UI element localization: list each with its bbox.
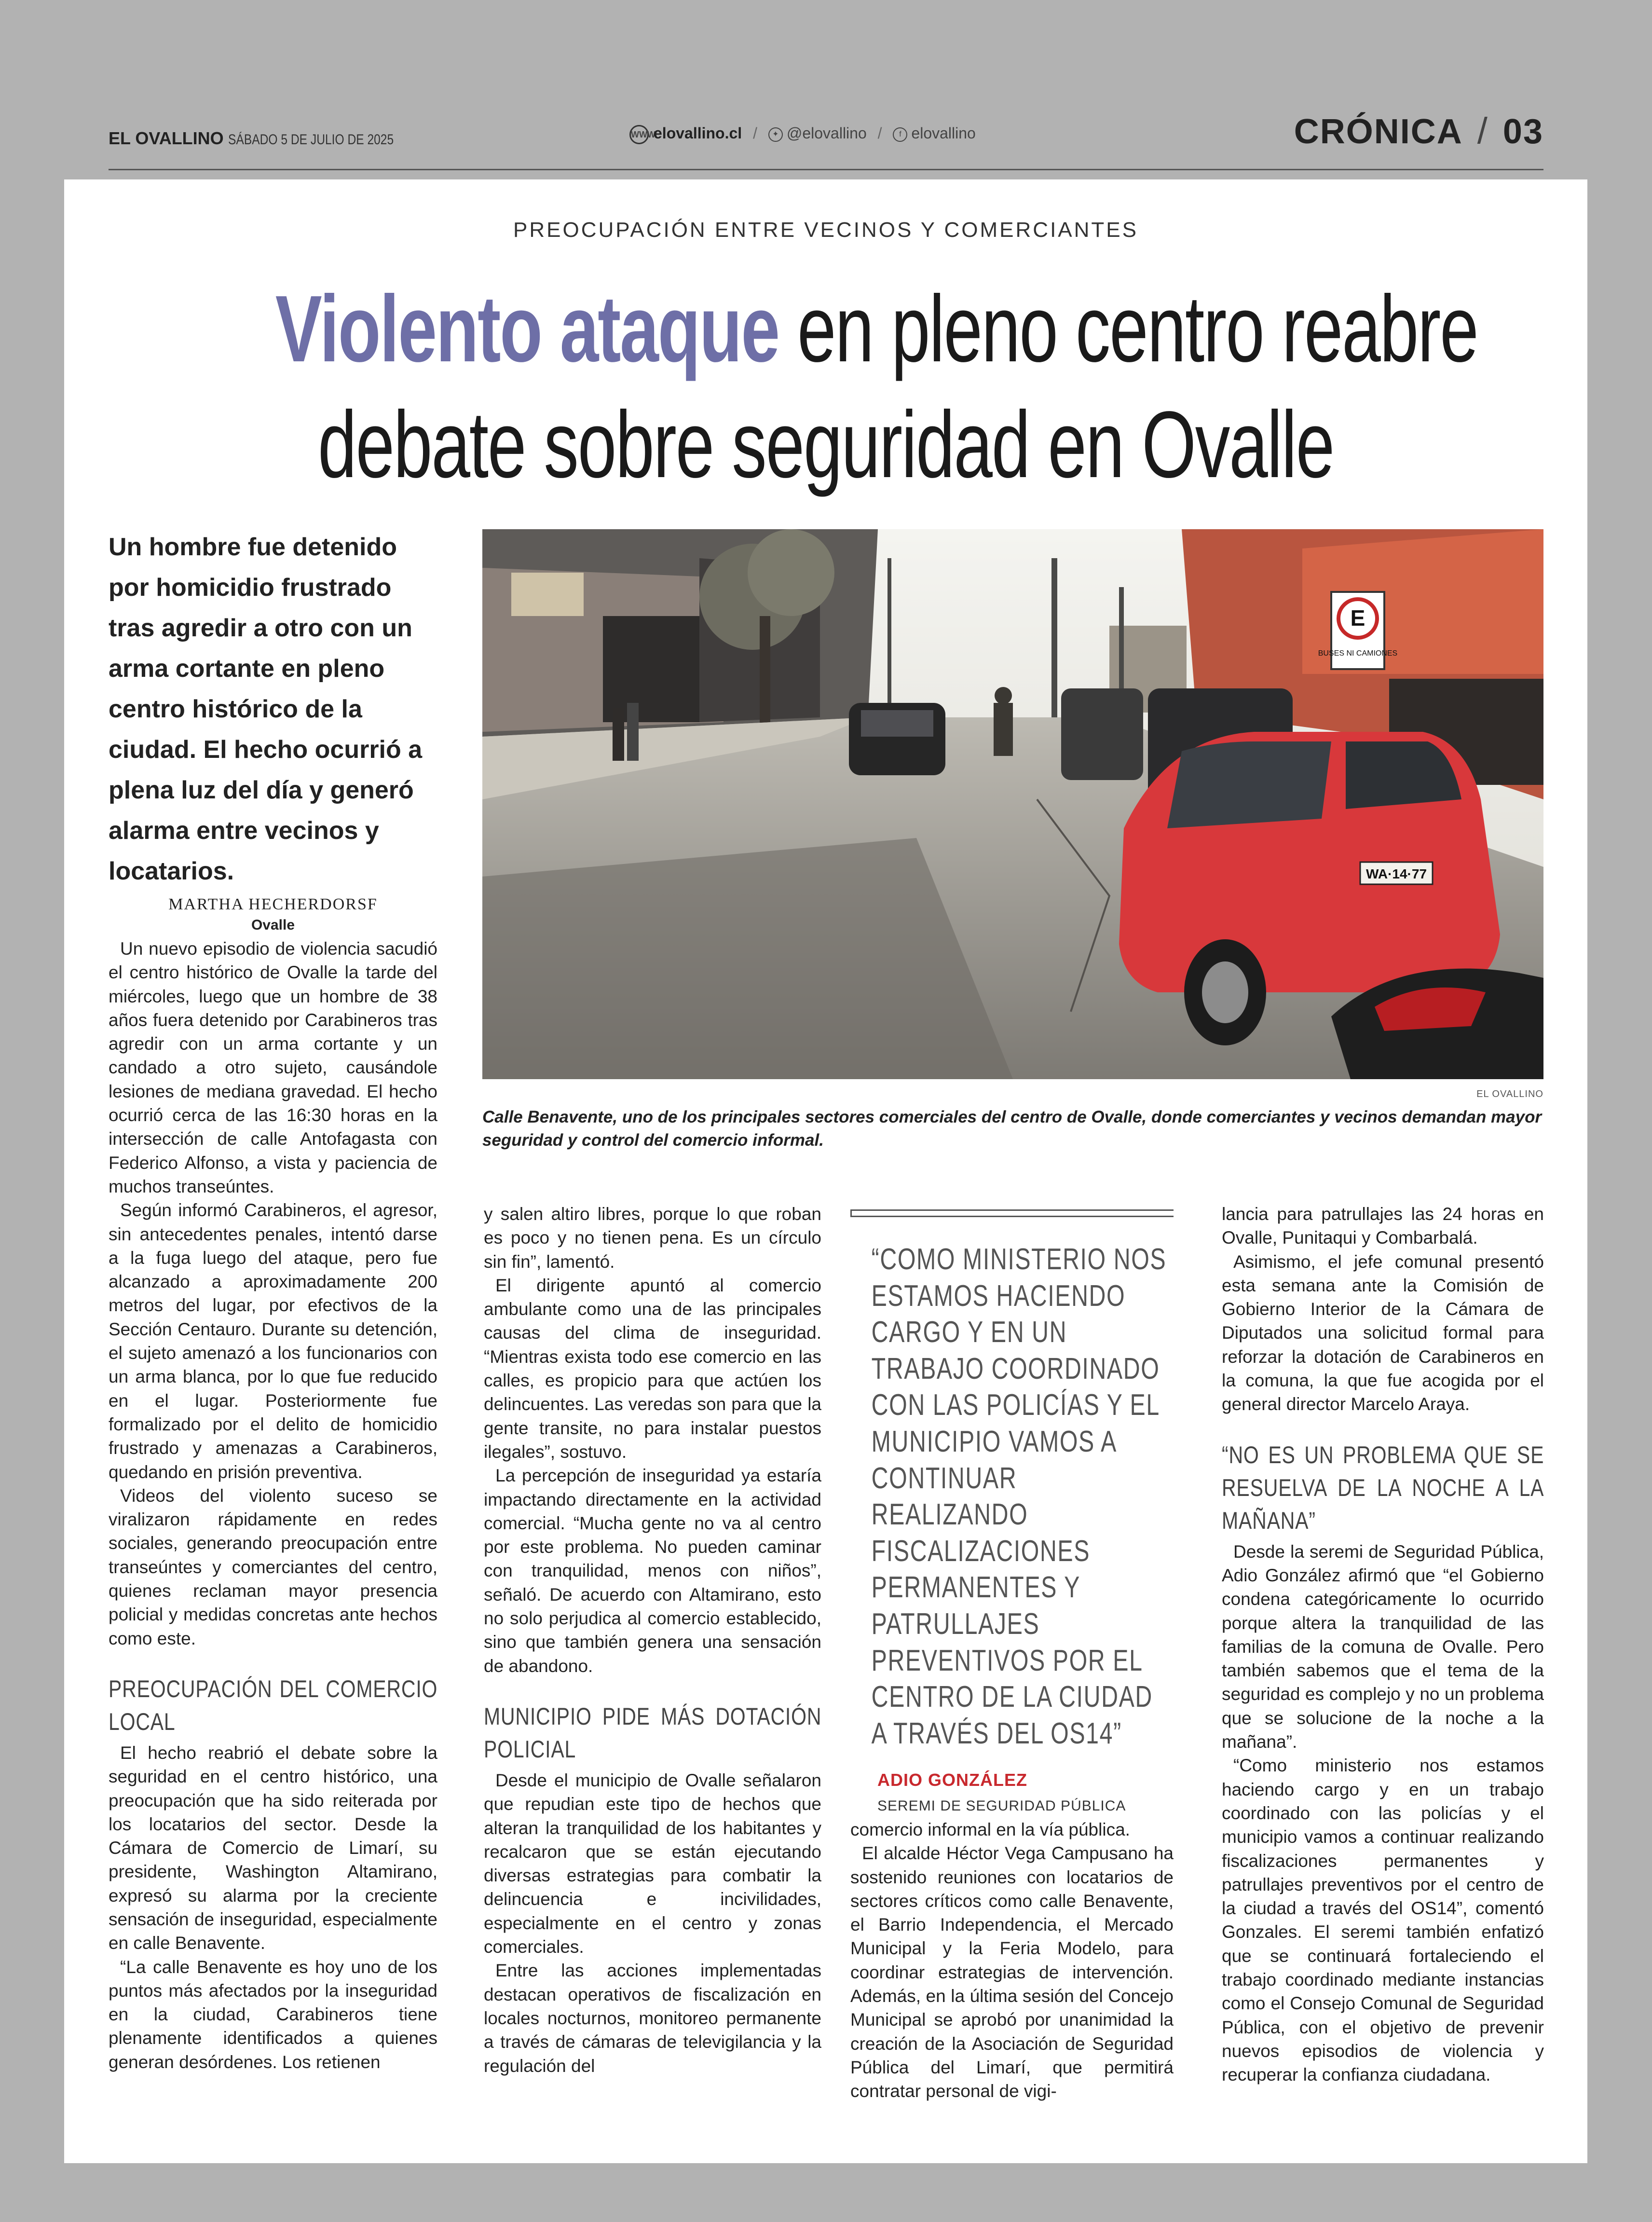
paragraph: El hecho reabrió el debate sobre la seguridad en el centro histórico, una preocupación que ha sido reiterada por los locatarios del sector. Desde la Cámara de Comercio de Limarí, su presidente, Washington Altamirano, expresó su alarma por la creciente sensación de inseguridad, especialmente en calle Benavente. (109, 1742, 437, 1953)
street-scene-image (482, 529, 1543, 1079)
author-byline: MARTHA HECHERDORSF (168, 895, 378, 913)
pull-quote: “COMO MINISTERIO NOS ESTAMOS HACIENDO CARGO Y EN UN TRABAJO COORDINADO CON LAS POLICÍAS Y EL MUNICIPIO VAMOS A CONTINUAR REALIZANDO FISCALIZACIONES PERMANENTES Y PATRULLAJES PREVENTIVOS POR EL CENTRO DE LA CIUDAD A TRAVÉS DEL OS14” (871, 1243, 1167, 1750)
license-plate-text: WA·14·77 (1365, 866, 1427, 881)
pull-quote-name: ADIO GONZÁLEZ (877, 1770, 1027, 1790)
column-4 (1222, 1202, 1544, 2087)
page-number: 03 (1502, 112, 1543, 151)
paragraph: comercio informal en la vía pública. (850, 1820, 1130, 1839)
issue-date: SÁBADO 5 DE JULIO DE 2025 (228, 132, 394, 148)
svg-text:E: E (1350, 605, 1365, 631)
separator: / (753, 124, 757, 142)
separator: / (877, 124, 882, 142)
separator: / (1477, 110, 1488, 151)
publication-name: EL OVALLINO (109, 128, 224, 148)
paragraph: El alcalde Héctor Vega Campusano ha sostenido reuniones con locatarios de sectores críticos como calle Benavente, el Barrio Independencia, el Mercado Municipal y la Feria Modelo, para coordinar estrategias de intervención. Además, en la última sesión del Concejo Municipal se aprobó por unanimidad la creación de la Asociación de Seguridad Pública del Limarí, que permitirá contratar personal de vigi- (850, 1843, 1174, 2101)
paragraph: Entre las acciones implementadas destacan operativos de fiscalización en locales nocturnos, monitoreo permanente a través de cámaras de televigilancia y la regulación del (484, 1961, 821, 2076)
pull-quote-rule (850, 1209, 1174, 1217)
paragraph: Un nuevo episodio de violencia sacudió el centro histórico de Ovalle la tarde del miércoles, luego que un hombre de 38 años fuera detenido por Carabineros tras agredir con un arma cortante y un candado a otro sujeto, causándole lesiones de mediana gravedad. El hecho ocurrió cerca de las 16:30 horas en la intersección de calle Antofagasta con Federico Alfonso, a vista y paciencia de muchos transeúntes. (109, 939, 437, 1196)
paragraph: Asimismo, el jefe comunal presentó esta semana ante la Comisión de Gobierno Interior de la Cámara de Diputados una solicitud formal para reforzar la dotación de Carabineros en la comuna, la que fue acogida por el general director Marcelo Araya. (1222, 1251, 1544, 1414)
subheading: MUNICIPIO PIDE MÁS DOTACIÓN POLICIAL (484, 1702, 822, 1763)
pull-quote-box (850, 1209, 1174, 1814)
headline-text: en pleno centro reabre (778, 276, 1478, 382)
subheading: “NO ES UN PROBLEMA QUE SE RESUELVA DE LA NOCHE A LA MAÑANA” (1222, 1441, 1544, 1534)
headline-line-2: debate sobre seguridad en Ovalle (317, 392, 1334, 497)
pull-quote-role: SEREMI DE SEGURIDAD PÚBLICA (877, 1798, 1126, 1814)
header-rule (109, 169, 1543, 170)
photo-credit: EL OVALLINO (1476, 1089, 1543, 1099)
headline-accent: Violento ataque (275, 276, 779, 382)
paragraph: “La calle Benavente es hoy uno de los puntos más afectados por la inseguridad en la ciudad, Carabineros tiene plenamente identificados a quienes generan desórdenes. Los retienen (109, 1957, 437, 2072)
photo-caption: Calle Benavente, uno de los principales sectores comerciales del centro de Ovalle, donde comerciantes y vecinos demandan mayor seguridad y control del comercio informal. (482, 1108, 1542, 1150)
paragraph: y salen altiro libres, porque lo que roban es poco y no tienen pena. Es un círculo sin fin”, lamentó. (484, 1204, 821, 1272)
article-page (64, 179, 1587, 2163)
article-kicker: PREOCUPACIÓN ENTRE VECINOS Y COMERCIANTES (513, 218, 1138, 242)
paragraph: “Como ministerio nos estamos haciendo cargo y en un trabajo coordinado con las policías y el municipio vamos a continuar realizando fiscalizaciones permanentes y patrullajes preventivos por el centro de la ciudad a través del OS14”, comentó Gonzales. El seremi también enfatizó que se continuará fortaleciendo el trabajo coordinado mediante instancias como el Consejo Comunal de Seguridad Pública, con el objetivo de prevenir nuevos episodios de violencia y recuperar la confianza ciudadana. (1222, 1756, 1544, 2085)
facebook-handle: elovallino (911, 124, 976, 142)
website-link: elovallino.cl (654, 124, 742, 142)
article-lead: Un hombre fue detenido por homicidio frustrado tras agredir a otro con un arma cortante en pleno centro histórico de la ciudad. El hecho ocurrió a plena luz del día y generó alarma entre vecinos y locatarios. (109, 533, 423, 885)
twitter-handle: @elovallino (786, 124, 867, 142)
globe-icon: WWW (629, 125, 649, 144)
column-2 (484, 1202, 821, 2078)
twitter-icon: ✦ (768, 127, 783, 142)
paragraph: Desde la seremi de Seguridad Pública, Adio González afirmó que “el Gobierno condena categóricamente lo ocurrido porque altera la tranquilidad de las familias de la comuna de Ovalle. Pero también sabemos que el tema de la seguridad es complejo y no un problema que se solucione de la noche a la mañana”. (1222, 1541, 1544, 1752)
social-links (629, 124, 976, 144)
section-label (1294, 110, 1543, 152)
facebook-icon: f (893, 127, 907, 142)
paragraph: lancia para patrullajes las 24 horas en Ovalle, Punitaqui y Combarbalá. (1222, 1204, 1544, 1248)
column-3 (850, 1818, 1174, 2103)
masthead (109, 128, 430, 149)
paragraph: Según informó Carabineros, el agresor, sin antecedentes penales, intentó darse a la fuga luego del ataque, pero fue alcanzado a aproximadamente 200 metros del lugar, por efectivos de la Sección Centauro. Durante su detención, el sujeto amenazó a los funcionarios con un arma blanca, por lo que fue reducido en el lugar. Posteriormente fue formalizado por el delito de homicidio frustrado y amenazas a Carabineros, quedando en prisión preventiva. (109, 1200, 437, 1482)
paragraph: Videos del violento suceso se viralizaron rápidamente en redes sociales, generando preocupación entre transeúntes y comerciantes del centro, quienes reclaman mayor presencia policial y medidas concretas ante hechos como este. (109, 1485, 437, 1648)
subheading: PREOCUPACIÓN DEL COMERCIO LOCAL (109, 1675, 438, 1735)
column-1 (109, 893, 437, 2074)
article-headline (64, 271, 1587, 503)
paragraph: El dirigente apuntó al comercio ambulante como una de las principales causas del clima de inseguridad. “Mientras exista todo ese comercio en las calles, es propicio para que actúen los delincuentes. Las veredas son para que la gente transite, no para instalar puestos ilegales”, sostuvo. (484, 1275, 821, 1462)
paragraph: Desde el municipio de Ovalle señalaron que repudian este tipo de hechos que alteran la tranquilidad de los habitantes y recalcaron que se están ejecutando diversas estrategias para combatir la delincuencia e incivilidades, especialmente en el centro y zonas comerciales. (484, 1770, 821, 1957)
street-photo (482, 529, 1543, 1079)
page-header (109, 110, 1543, 168)
paragraph: La percepción de inseguridad ya estaría impactando directamente en la actividad comercial. “Mucha gente no va al centro por este problema. No pueden caminar con tranquilidad, menos con niños”, señaló. De acuerdo con Altamirano, esto no solo perjudica al comercio establecido, sino que también genera una sensación de abandono. (484, 1466, 821, 1676)
byline-city: Ovalle (251, 917, 295, 933)
no-trucks-sign-text: BUSES NI CAMIONES (1318, 649, 1398, 658)
section-name: CRÓNICA (1294, 112, 1463, 151)
